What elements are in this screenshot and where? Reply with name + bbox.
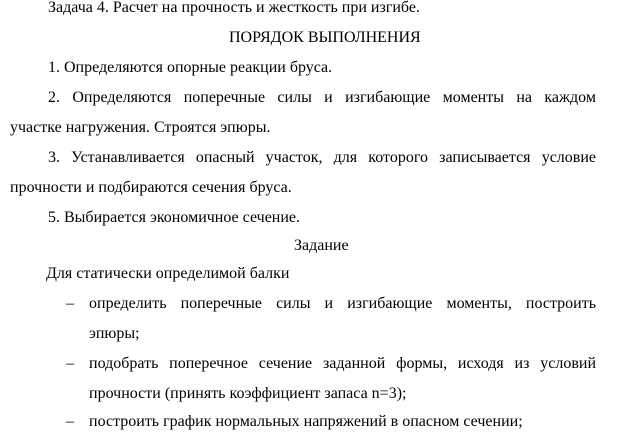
- bullet-1-line-2: эпюры;: [89, 325, 140, 342]
- task-title: Задача 4. Расчет на прочность и жесткость при изгибе.: [48, 0, 420, 16]
- task-heading: Задание: [294, 237, 349, 254]
- step-3-line-2: прочности и подбираются сечения бруса.: [10, 179, 292, 196]
- task-intro: Для статически определимой балки: [46, 265, 290, 282]
- bullet-1-line-1: определить поперечные силы и изгибающие моменты, построить: [89, 295, 596, 312]
- bullet-2-line-1: подобрать поперечное сечение заданной формы, исходя из условий: [89, 355, 596, 372]
- step-1: 1. Определяются опорные реакции бруса.: [48, 59, 333, 76]
- step-3-line-1: 3. Устанавливается опасный участок, для которого записывается условие: [48, 149, 596, 166]
- bullet-3-line-1: построить график нормальных напряжений в опасном сечении;: [89, 413, 523, 430]
- procedure-heading: ПОРЯДОК ВЫПОЛНЕНИЯ: [229, 29, 421, 46]
- bullet-2-line-2: прочности (принять коэффициент запаса n=3);: [89, 385, 407, 402]
- bullet-dash-1: –: [66, 295, 74, 312]
- step-2-line-2: участке нагружения. Строятся эпюры.: [10, 119, 271, 136]
- step-2-line-1: 2. Определяются поперечные силы и изгибающие моменты на каждом: [48, 89, 596, 106]
- step-5: 5. Выбирается экономичное сечение.: [48, 209, 301, 226]
- bullet-dash-2: –: [66, 355, 74, 372]
- bullet-dash-3: –: [66, 413, 74, 430]
